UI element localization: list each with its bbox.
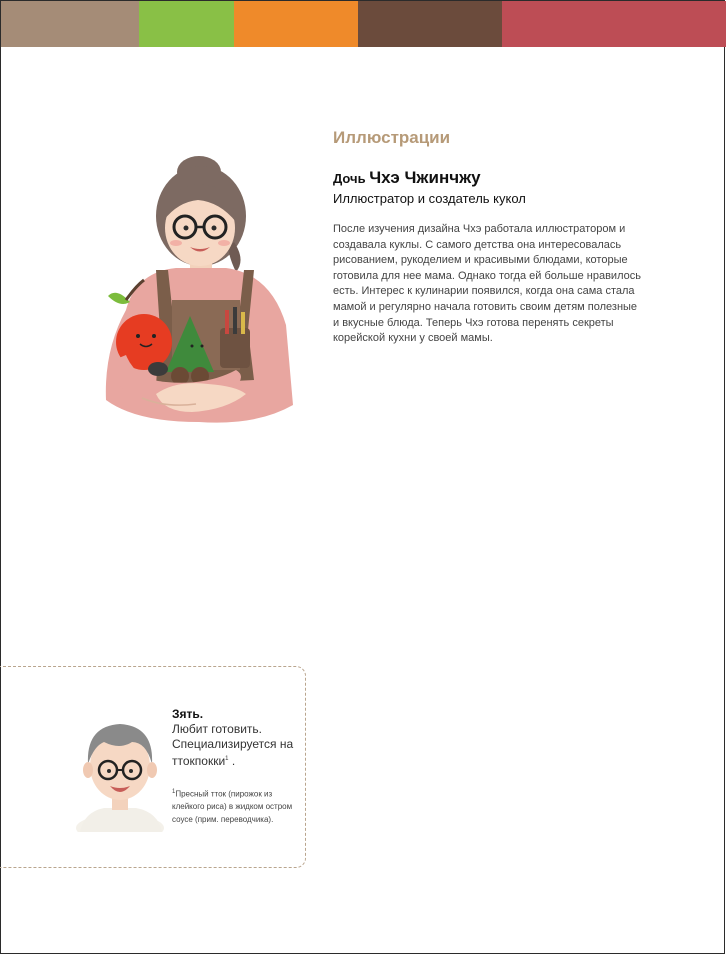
footnote-text: Пресный тток (пирожок из клейкого риса) в жидком остром соусе (прим. переводчика). <box>172 789 293 824</box>
person-bio: После изучения дизайна Чхэ работала иллюстратором и создавала куклы. С самого детства она интересовалась рисованием, рукоделием и красивыми блюдами, которые готовила для нее мама. Однако тогда ей больше нравилось есть. Интерес к кулинарии появился, когда она сама стала мамой и регулярно начала готовить своим детям полезные и вкусные блюда. Теперь Чхэ готова перенять секреты корейской кухни у своей мамы. <box>333 223 641 345</box>
stripe-brown <box>1 1 139 47</box>
son-in-law-title: Зять. <box>172 707 204 721</box>
stripe-green <box>139 1 234 47</box>
stripe-dark-brown <box>358 1 502 47</box>
person-name-prefix: Дочь <box>333 171 366 186</box>
daughter-illustration <box>96 150 301 435</box>
top-color-stripes <box>1 1 726 47</box>
son-in-law-illustration <box>74 712 166 832</box>
person-name-main: Чхэ Чжинчжу <box>369 168 481 187</box>
person-role: Иллюстратор и создатель кукол <box>333 191 526 206</box>
section-title: Иллюстрации <box>333 128 451 147</box>
stripe-orange <box>234 1 358 47</box>
son-in-law-text: Любит готовить. Специализируется на ттокпокки$^1$ . <box>172 722 294 768</box>
son-in-law-text-body: Любит готовить. Специализируется на ттокпокки <box>172 722 294 768</box>
footnote-mark: 1 <box>172 789 176 795</box>
footnote-reference: 1 <box>225 756 229 762</box>
stripe-red <box>502 1 726 47</box>
footnote <box>172 786 302 826</box>
person-name <box>333 168 481 188</box>
